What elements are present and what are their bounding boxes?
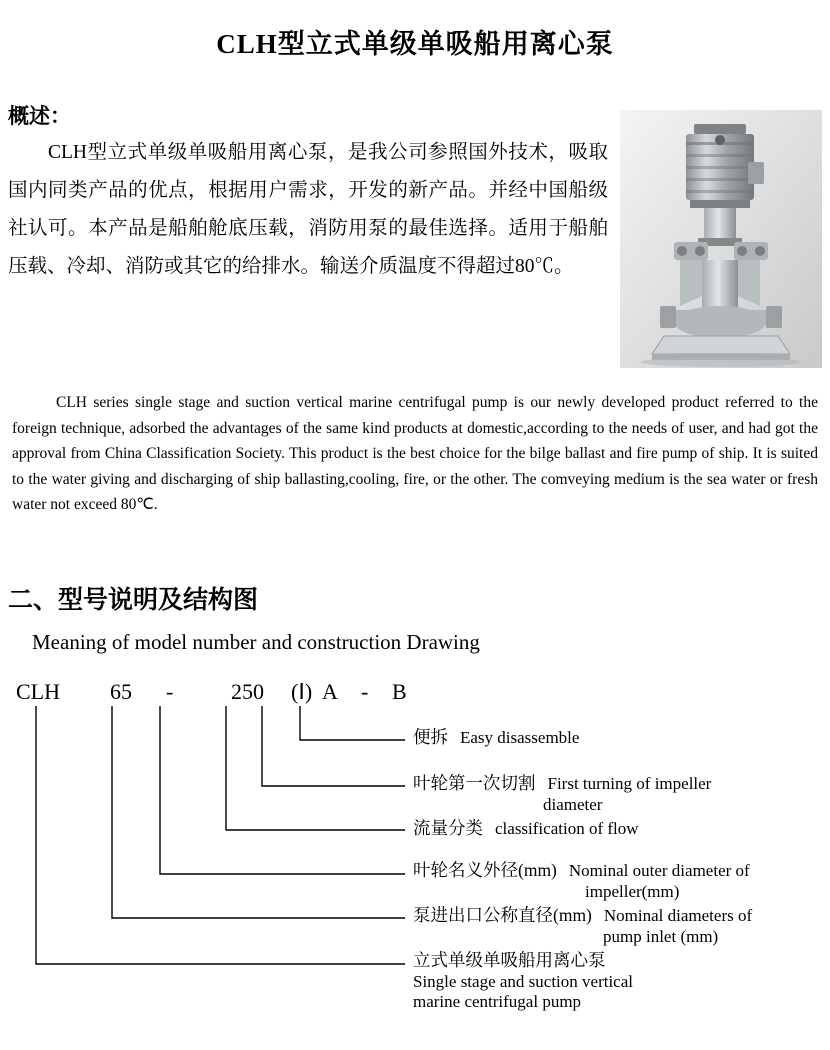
model-dash-2: - <box>361 679 369 704</box>
section-subheading: Meaning of model number and construction Drawing <box>32 630 480 654</box>
legend-item-3 <box>413 815 639 840</box>
legend-item-1-cn: 便拆 <box>413 727 448 747</box>
legend-item-6-en: Single stage and suction vertical <box>413 972 633 991</box>
legend-item-6 <box>413 947 633 1012</box>
model-part-b: B <box>392 679 407 704</box>
english-body-text: CLH series single stage and suction vertical marine centrifugal pump is our newly developed product referred to the foreign technique, adsorbed the advantages of the same kind products at domestic,according to the needs of user, and had got the approval from China Classification Society. This product is the best choice for the bilge ballast and fire pump of ship. It is suited to the water giving and discharging of ship ballasting,cooling, fire, or the other. The comveying medium is the sea water or fresh water not exceed 80℃. <box>12 394 818 513</box>
overview-label: 概述： <box>8 104 71 128</box>
model-part-clh: CLH <box>16 679 60 704</box>
model-part-a: A <box>322 679 338 704</box>
legend-item-2-en2: diameter <box>543 795 603 814</box>
overview-body-text: CLH型立式单级单吸船用离心泵，是我公司参照国外技术，吸取国内同类产品的优点，根据用户需求，开发的新产品。并经中国船级社认可。本产品是船舶舱底压载，消防用泵的最佳选择。适用于船舶压载、冷却、消防或其它的给排水。输送介质温度不得超过80℃。 <box>8 142 608 277</box>
legend-item-5-en2: pump inlet (mm) <box>603 927 719 946</box>
legend-item-4-cn: 叶轮名义外径(mm) <box>413 860 557 880</box>
legend-item-1 <box>413 724 579 749</box>
legend-item-3-en: classification of flow <box>495 819 639 838</box>
legend-item-2-cn: 叶轮第一次切割 <box>413 773 536 793</box>
section-heading: 二、型号说明及结构图 <box>8 587 259 614</box>
model-dash-1: - <box>166 679 174 704</box>
legend-item-4-en2: impeller(mm) <box>585 882 680 901</box>
legend-item-3-cn: 流量分类 <box>413 818 483 838</box>
legend-item-1-en: Easy disassemble <box>460 728 580 747</box>
overview-paragraph <box>8 134 608 286</box>
legend-item-5-en: Nominal diameters of <box>603 906 753 925</box>
legend-item-5-cn: 泵进出口公称直径(mm) <box>413 905 592 925</box>
english-paragraph <box>12 390 818 518</box>
model-part-250: 250 <box>231 679 264 704</box>
pump-photo <box>620 110 822 368</box>
legend-item-2 <box>413 770 711 815</box>
legend-item-6-cn: 立式单级单吸船用离心泵 <box>413 950 606 970</box>
document-page <box>0 22 830 1050</box>
legend-item-6-en2: marine centrifugal pump <box>413 992 582 1011</box>
legend-item-5 <box>413 902 752 947</box>
legend-item-2-en: First turning of impeller <box>547 774 712 793</box>
model-part-65: 65 <box>110 679 132 704</box>
model-part-roman-one: (Ⅰ) <box>291 679 313 704</box>
legend-item-4 <box>413 857 750 902</box>
legend-item-4-en: Nominal outer diameter of <box>568 861 750 880</box>
page-title: CLH型立式单级单吸船用离心泵 <box>216 29 614 59</box>
